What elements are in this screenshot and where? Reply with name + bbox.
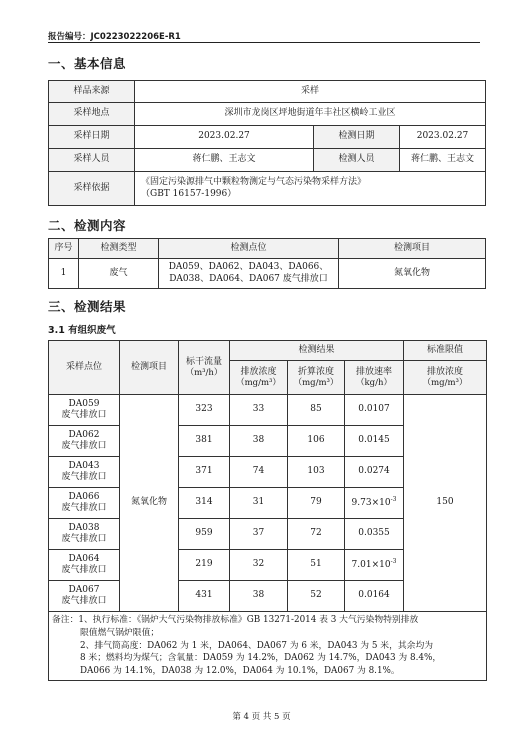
point-outlet: 废气排放口 xyxy=(61,410,107,420)
header-emission-rate xyxy=(345,361,404,395)
header-converted-conc-label: 折算浓度 xyxy=(297,366,334,377)
header-rule xyxy=(48,42,480,43)
converted-conc-value: 85 xyxy=(288,395,345,426)
sampling-point xyxy=(49,550,120,581)
sampling-point xyxy=(49,519,120,550)
point-outlet: 废气排放口 xyxy=(61,472,107,482)
sampling-point xyxy=(49,581,120,612)
section-3-title: 三、检测结果 xyxy=(48,299,127,314)
emission-conc-value: 31 xyxy=(230,488,288,519)
flow-value: 371 xyxy=(179,457,230,488)
emission-rate-value xyxy=(345,488,404,519)
test-date-label: 检测日期 xyxy=(314,126,400,149)
sampling-basis-value xyxy=(135,172,486,206)
header-limit-conc-label: 排放浓度 xyxy=(427,366,464,377)
point-code: DA062 xyxy=(68,429,100,440)
point-code: DA043 xyxy=(68,460,100,471)
sampling-point xyxy=(49,457,120,488)
section-3-subtitle: 3.1 有组织废气 xyxy=(48,325,116,336)
converted-conc-value: 72 xyxy=(288,519,345,550)
sampling-basis-line-2: （GBT 16157-1996） xyxy=(141,188,237,199)
sampling-basis-line-1: 《固定污染源排气中颗粒物测定与气态污染物采样方法》 xyxy=(141,177,367,188)
point-outlet: 废气排放口 xyxy=(61,596,107,606)
row-no: 1 xyxy=(49,259,79,289)
sample-source-value: 采样 xyxy=(135,81,486,103)
header-emission-conc-unit: （mg/m³） xyxy=(236,377,281,388)
note-line-2: 限值燃气锅炉限值； xyxy=(80,627,160,638)
note-line-5: DA066 为 14.1%，DA038 为 12.0%，DA064 为 10.1%，DA067 为 8.1%。 xyxy=(80,666,400,676)
sampling-date-value: 2023.02.27 xyxy=(135,126,314,149)
header-emission-conc-label: 排放浓度 xyxy=(240,366,277,377)
rate-base: 9.73×10 xyxy=(351,498,391,509)
col-header-item: 检测项目 xyxy=(339,239,486,259)
row-points xyxy=(159,259,339,289)
row-item: 氮氧化物 xyxy=(339,259,486,289)
basic-info-table xyxy=(48,80,486,206)
section-2-title: 二、检测内容 xyxy=(48,218,127,233)
point-outlet: 废气排放口 xyxy=(61,441,107,451)
point-outlet: 废气排放口 xyxy=(61,565,107,575)
emission-rate-value: 0.0274 xyxy=(345,457,404,488)
emission-rate-value: 0.0107 xyxy=(345,395,404,426)
sampling-point xyxy=(49,488,120,519)
tester-label: 检测人员 xyxy=(314,149,400,172)
header-flow-label: 标干流量 xyxy=(185,356,222,367)
emission-rate-value xyxy=(345,550,404,581)
converted-conc-value: 106 xyxy=(288,426,345,457)
emission-rate-value: 0.0145 xyxy=(345,426,404,457)
emission-conc-value: 38 xyxy=(230,426,288,457)
rate-exponent: -3 xyxy=(390,496,397,504)
converted-conc-value: 103 xyxy=(288,457,345,488)
tester-value: 蒋仁鹏、王志文 xyxy=(400,149,486,172)
header-limit-conc xyxy=(404,361,487,395)
point-outlet: 废气排放口 xyxy=(61,534,107,544)
results-table xyxy=(48,340,487,681)
header-flow-unit: （m³/h） xyxy=(185,367,223,378)
note-line-3: 2、排气筒高度：DA062 为 1 米，DA064、DA067 为 6 米，DA043 为 5 米，其余均为 xyxy=(80,640,434,651)
row-points-line-2: DA038、DA064、DA067 废气排放口 xyxy=(169,273,328,284)
header-test-item: 检测项目 xyxy=(120,341,179,395)
header-flow xyxy=(179,341,230,395)
header-emission-conc xyxy=(230,361,288,395)
notes xyxy=(49,612,487,681)
point-code: DA066 xyxy=(68,491,100,502)
header-converted-conc xyxy=(288,361,345,395)
sampler-value: 蒋仁鹏、王志文 xyxy=(135,149,314,172)
converted-conc-value: 51 xyxy=(288,550,345,581)
point-code: DA059 xyxy=(68,398,100,409)
test-item-value: 氮氧化物 xyxy=(120,395,179,612)
emission-conc-value: 37 xyxy=(230,519,288,550)
sampling-point xyxy=(49,395,120,426)
rate-exponent: -3 xyxy=(390,558,397,566)
sampling-point xyxy=(49,426,120,457)
point-code: DA067 xyxy=(68,584,100,595)
header-emission-rate-label: 排放速率 xyxy=(356,366,393,377)
emission-conc-value: 38 xyxy=(230,581,288,612)
row-points-line-1: DA059、DA062、DA043、DA066、 xyxy=(168,262,329,273)
note-line-4: 8 米；燃料均为煤气；含氧量：DA059 为 14.2%，DA062 为 14.7%，DA043 为 8.4%， xyxy=(80,653,442,664)
emission-conc-value: 74 xyxy=(230,457,288,488)
point-outlet: 废气排放口 xyxy=(61,503,107,513)
header-limit: 标准限值 xyxy=(404,341,487,361)
test-date-value: 2023.02.27 xyxy=(400,126,486,149)
emission-conc-value: 33 xyxy=(230,395,288,426)
emission-conc-value: 32 xyxy=(230,550,288,581)
table-row xyxy=(49,395,487,426)
rate-base: 7.01×10 xyxy=(351,560,391,571)
section-1-title: 一、基本信息 xyxy=(48,56,127,71)
test-content-table xyxy=(48,238,486,289)
emission-rate-value: 0.0355 xyxy=(345,519,404,550)
header-converted-conc-unit: （mg/m³） xyxy=(293,377,339,388)
point-code: DA038 xyxy=(68,522,100,533)
limit-value: 150 xyxy=(404,395,487,612)
sampling-site-value: 深圳市龙岗区坪地街道年丰社区横岭工业区 xyxy=(135,103,486,126)
sample-source-label: 样品来源 xyxy=(49,81,135,103)
point-code: DA064 xyxy=(68,553,100,564)
converted-conc-value: 52 xyxy=(288,581,345,612)
flow-value: 959 xyxy=(179,519,230,550)
header-results: 检测结果 xyxy=(230,341,404,361)
report-number: 报告编号：JC0223022206E-R1 xyxy=(48,32,181,42)
flow-value: 314 xyxy=(179,488,230,519)
emission-rate-value: 0.0164 xyxy=(345,581,404,612)
sampling-basis-label: 采样依据 xyxy=(49,172,135,206)
note-line-1: 备注：1、执行标准：《锅炉大气污染物排放标准》GB 13271-2014 表 3 大气污染物特别排放 xyxy=(52,615,419,625)
header-limit-conc-unit: （mg/m³） xyxy=(422,377,468,388)
col-header-no: 序号 xyxy=(49,239,79,259)
flow-value: 219 xyxy=(179,550,230,581)
flow-value: 431 xyxy=(179,581,230,612)
sampler-label: 采样人员 xyxy=(49,149,135,172)
notes-row xyxy=(49,612,487,681)
col-header-type: 检测类型 xyxy=(79,239,159,259)
header-emission-rate-unit: （kg/h） xyxy=(356,377,392,388)
flow-value: 381 xyxy=(179,426,230,457)
converted-conc-value: 79 xyxy=(288,488,345,519)
sampling-date-label: 采样日期 xyxy=(49,126,135,149)
header-sampling-point: 采样点位 xyxy=(49,341,120,395)
page-number: 第 4 页 共 5 页 xyxy=(232,712,291,722)
row-type: 废气 xyxy=(79,259,159,289)
col-header-points: 检测点位 xyxy=(159,239,339,259)
sampling-site-label: 采样地点 xyxy=(49,103,135,126)
flow-value: 323 xyxy=(179,395,230,426)
